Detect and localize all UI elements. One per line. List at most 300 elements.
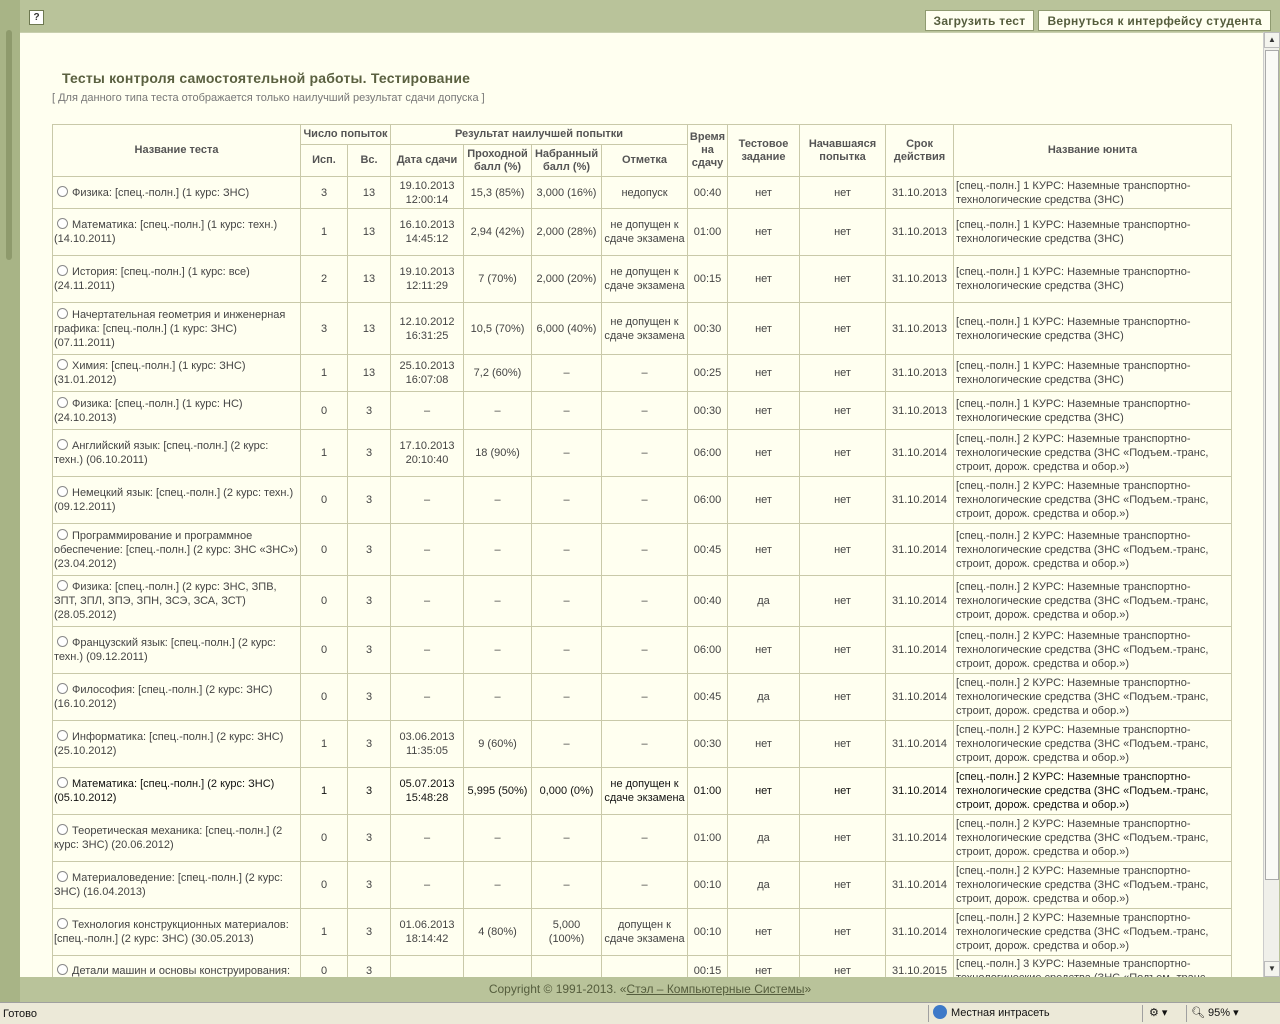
content-area	[20, 32, 1264, 977]
header-test-name: Название теста	[53, 125, 301, 177]
cell-total: 3	[348, 392, 391, 430]
test-name-label: Физика: [спец.-полн.] (1 курс: ЗНС)	[72, 186, 250, 199]
tests-table	[52, 124, 1232, 987]
cell-earned-score: –	[532, 392, 602, 430]
zone-label: Местная интрасеть	[951, 1007, 1050, 1019]
test-radio-button[interactable]	[57, 359, 68, 370]
cell-total: 3	[348, 956, 391, 987]
cell-test-task: да	[728, 815, 800, 862]
cell-test-name	[53, 430, 301, 477]
cell-pass-score: 2,94 (42%)	[464, 209, 532, 256]
cell-validity: 31.10.2014	[886, 576, 954, 627]
cell-test-name	[53, 209, 301, 256]
test-name-label: Математика: [спец.-полн.] (1 курс: техн.) (14.10.2011)	[54, 219, 278, 245]
cell-earned-score: 5,000 (100%)	[532, 909, 602, 956]
cell-pass-score: 5,995 (50%)	[464, 768, 532, 815]
cell-started-attempt: нет	[800, 815, 886, 862]
table-row	[53, 177, 1232, 209]
cell-test-name	[53, 392, 301, 430]
cell-time: 00:40	[688, 177, 728, 209]
cell-mark: недопуск	[602, 177, 688, 209]
test-radio-button[interactable]	[57, 439, 68, 450]
cell-unit-name: [спец.-полн.] 1 КУРС: Наземные транспортно-технологические средства (ЗНС)	[954, 177, 1232, 209]
help-button[interactable]: ?	[29, 10, 44, 25]
cell-test-task: нет	[728, 909, 800, 956]
test-radio-button[interactable]	[57, 730, 68, 741]
test-name-label: История: [спец.-полн.] (1 курс: все) (24.11.2011)	[54, 266, 250, 292]
cell-mark: не допущен к сдаче экзамена	[602, 303, 688, 355]
cell-pass-score: –	[464, 815, 532, 862]
cell-time: 00:30	[688, 721, 728, 768]
test-name-label: Технология конструкционных материалов: [спец.-полн.] (2 курс: ЗНС) (30.05.2013)	[54, 919, 289, 945]
cell-earned-score: –	[532, 721, 602, 768]
scrollbar-thumb[interactable]	[1265, 50, 1279, 880]
header-mark: Отметка	[602, 145, 688, 177]
cell-started-attempt: нет	[800, 721, 886, 768]
cell-used: 1	[301, 721, 348, 768]
back-to-student-button[interactable]: Вернуться к интерфейсу студента	[1038, 10, 1271, 31]
cell-unit-name: [спец.-полн.] 2 КУРС: Наземные транспортно-технологические средства (ЗНС «Подъем.-транс, строит, дорож. средства и обор.»)	[954, 674, 1232, 721]
header-attempts: Число попыток	[301, 125, 391, 145]
cell-time: 06:00	[688, 627, 728, 674]
header-date: Дата сдачи	[391, 145, 464, 177]
cell-mark: не допущен к сдаче экзамена	[602, 209, 688, 256]
cell-total: 13	[348, 209, 391, 256]
cell-test-task: нет	[728, 256, 800, 303]
test-radio-button[interactable]	[57, 265, 68, 276]
cell-earned-score: –	[532, 862, 602, 909]
cell-time: 00:10	[688, 909, 728, 956]
test-radio-button[interactable]	[57, 824, 68, 835]
test-radio-button[interactable]	[57, 397, 68, 408]
cell-validity: 31.10.2014	[886, 768, 954, 815]
cell-time: 00:25	[688, 355, 728, 392]
table-row	[53, 627, 1232, 674]
cell-validity: 31.10.2013	[886, 392, 954, 430]
header-test-task: Тестовое задание	[728, 125, 800, 177]
cell-unit-name: [спец.-полн.] 1 КУРС: Наземные транспортно-технологические средства (ЗНС)	[954, 209, 1232, 256]
test-name-label: Теоретическая механика: [спец.-полн.] (2 курс: ЗНС) (20.06.2012)	[54, 825, 283, 851]
cell-time: 00:30	[688, 392, 728, 430]
cell-used: 0	[301, 576, 348, 627]
cell-time: 00:40	[688, 576, 728, 627]
cell-earned-score: –	[532, 477, 602, 524]
table-row	[53, 355, 1232, 392]
cell-validity: 31.10.2015	[886, 956, 954, 987]
globe-icon	[933, 1005, 947, 1019]
cell-unit-name: [спец.-полн.] 3 КУРС: Наземные транспортно-	[954, 956, 1232, 987]
cell-started-attempt: нет	[800, 768, 886, 815]
cell-test-task: нет	[728, 430, 800, 477]
cell-started-attempt: нет	[800, 524, 886, 576]
test-name-label: Детали машин и основы конструирования:	[72, 965, 291, 977]
cell-pass-score: 4 (80%)	[464, 909, 532, 956]
cell-total: 3	[348, 430, 391, 477]
cell-time: 00:10	[688, 862, 728, 909]
cell-test-name	[53, 909, 301, 956]
cell-earned-score: –	[532, 524, 602, 576]
cell-test-task: да	[728, 674, 800, 721]
cell-test-task: нет	[728, 721, 800, 768]
test-radio-button[interactable]	[57, 918, 68, 929]
table-row	[53, 721, 1232, 768]
cell-date: 03.06.2013 11:35:05	[391, 721, 464, 768]
cell-started-attempt: нет	[800, 862, 886, 909]
cell-earned-score: 2,000 (28%)	[532, 209, 602, 256]
cell-date: 01.06.2013 18:14:42	[391, 909, 464, 956]
cell-earned-score: –	[532, 430, 602, 477]
cell-mark: –	[602, 815, 688, 862]
cell-total: 3	[348, 721, 391, 768]
cell-date: –	[391, 815, 464, 862]
cell-date: –	[391, 862, 464, 909]
test-radio-button[interactable]	[57, 580, 68, 591]
cell-total: 3	[348, 768, 391, 815]
cell-date: 19.10.2013 12:00:14	[391, 177, 464, 209]
test-name-label: Физика: [спец.-полн.] (2 курс: ЗНС, ЗПВ, ЗПТ, ЗПЛ, ЗПЭ, ЗПН, ЗСЭ, ЗСА, ЗСТ) (28.05.2012)	[54, 581, 277, 621]
test-radio-button[interactable]	[57, 683, 68, 694]
cell-started-attempt: нет	[800, 627, 886, 674]
page-note: [ Для данного типа теста отображается только наилучший результат сдачи допуска ]	[52, 92, 485, 104]
cell-test-name	[53, 768, 301, 815]
cell-unit-name: [спец.-полн.] 2 КУРС: Наземные транспортно-технологические средства (ЗНС «Подъем.-транс, строит, дорож. средства и обор.»)	[954, 576, 1232, 627]
cell-validity: 31.10.2014	[886, 815, 954, 862]
cell-total: 3	[348, 576, 391, 627]
table-row	[53, 674, 1232, 721]
test-radio-button[interactable]	[57, 964, 68, 975]
cell-unit-name: [спец.-полн.] 2 КУРС: Наземные транспортно-технологические средства (ЗНС «Подъем.-транс, строит, дорож. средства и обор.»)	[954, 815, 1232, 862]
cell-date: 25.10.2013 16:07:08	[391, 355, 464, 392]
cell-pass-score: 18 (90%)	[464, 430, 532, 477]
cell-test-name	[53, 303, 301, 355]
test-name-label: Программирование и программное обеспечение: [спец.-полн.] (2 курс: ЗНС «ЗНС») (23.04.2012)	[54, 529, 298, 570]
cell-started-attempt: нет	[800, 303, 886, 355]
cell-validity: 31.10.2013	[886, 177, 954, 209]
cell-date: 12.10.2012 16:31:25	[391, 303, 464, 355]
cell-pass-score: –	[464, 862, 532, 909]
cell-mark: –	[602, 576, 688, 627]
footer-copyright: Copyright © 1991-2013. «	[488, 982, 627, 996]
table-row	[53, 430, 1232, 477]
cell-test-task: нет	[728, 209, 800, 256]
cell-date: 16.10.2013 14:45:12	[391, 209, 464, 256]
cell-earned-score: 0,000 (0%)	[532, 768, 602, 815]
cell-time: 01:00	[688, 209, 728, 256]
cell-test-name	[53, 177, 301, 209]
cell-mark: –	[602, 862, 688, 909]
cell-total: 3	[348, 627, 391, 674]
zoom-dropdown-icon[interactable]: ▾	[1233, 1007, 1239, 1019]
cell-pass-score: 7,2 (60%)	[464, 355, 532, 392]
cell-time: 06:00	[688, 477, 728, 524]
cell-test-task: да	[728, 576, 800, 627]
cell-validity: 31.10.2013	[886, 209, 954, 256]
footer-end: »	[804, 982, 812, 996]
cell-started-attempt: нет	[800, 355, 886, 392]
table-row	[53, 524, 1232, 576]
cell-used: 0	[301, 524, 348, 576]
cell-mark: –	[602, 674, 688, 721]
cell-total: 3	[348, 909, 391, 956]
cell-mark: не допущен к сдаче экзамена	[602, 768, 688, 815]
cell-used: 0	[301, 815, 348, 862]
cell-date: –	[391, 477, 464, 524]
protected-mode[interactable]	[1142, 1005, 1184, 1022]
cell-test-name	[53, 477, 301, 524]
test-radio-button[interactable]	[57, 218, 68, 229]
cell-date: –	[391, 627, 464, 674]
scroll-up-arrow-icon[interactable]: ▲	[1264, 32, 1280, 48]
cell-pass-score: 7 (70%)	[464, 256, 532, 303]
cell-started-attempt: нет	[800, 430, 886, 477]
cell-earned-score: 3,000 (16%)	[532, 177, 602, 209]
cell-test-name	[53, 815, 301, 862]
status-bar	[0, 1002, 1280, 1024]
test-name-label: Физика: [спец.-полн.] (1 курс: НС) (24.10.2013)	[54, 397, 243, 424]
cell-pass-score: –	[464, 392, 532, 430]
zoom-level: 95%	[1208, 1007, 1231, 1019]
cell-started-attempt: нет	[800, 909, 886, 956]
cell-test-name	[53, 524, 301, 576]
test-radio-button[interactable]	[57, 636, 68, 647]
test-name-label: Математика: [спец.-полн.] (2 курс: ЗНС) (05.10.2012)	[54, 778, 275, 804]
cell-total: 3	[348, 674, 391, 721]
cell-validity: 31.10.2014	[886, 674, 954, 721]
cell-started-attempt: нет	[800, 576, 886, 627]
cell-validity: 31.10.2013	[886, 355, 954, 392]
cell-test-task: нет	[728, 627, 800, 674]
cell-started-attempt: нет	[800, 956, 886, 987]
cell-test-name	[53, 627, 301, 674]
cell-unit-name: [спец.-полн.] 2 КУРС: Наземные транспортно-технологические средства (ЗНС «Подъем.-транс, строит, дорож. средства и обор.»)	[954, 721, 1232, 768]
cell-mark: –	[602, 430, 688, 477]
cell-test-task: нет	[728, 355, 800, 392]
header-used: Исп.	[301, 145, 348, 177]
test-name-label: Материаловедение: [спец.-полн.] (2 курс: ЗНС) (16.04.2013)	[54, 872, 283, 898]
header-time: Время на сдачу	[688, 125, 728, 177]
cell-mark: –	[602, 355, 688, 392]
cell-started-attempt: нет	[800, 392, 886, 430]
cell-mark: не допущен к сдаче экзамена	[602, 256, 688, 303]
left-scrollbar-thumb[interactable]	[6, 30, 12, 260]
cell-validity: 31.10.2014	[886, 909, 954, 956]
cell-test-task: нет	[728, 392, 800, 430]
cell-test-task: да	[728, 862, 800, 909]
cell-started-attempt: нет	[800, 477, 886, 524]
cell-used: 3	[301, 177, 348, 209]
table-row	[53, 576, 1232, 627]
cell-date: 05.07.2013 15:48:28	[391, 768, 464, 815]
table-row	[53, 209, 1232, 256]
cell-unit-name: [спец.-полн.] 2 КУРС: Наземные транспортно-технологические средства (ЗНС «Подъем.-транс, строит, дорож. средства и обор.»)	[954, 768, 1232, 815]
header-unit-name: Название юнита	[954, 125, 1232, 177]
table-row	[53, 477, 1232, 524]
test-name-label: Химия: [спец.-полн.] (1 курс: ЗНС) (31.01.2012)	[54, 360, 246, 386]
cell-time: 00:15	[688, 956, 728, 987]
cell-total: 3	[348, 524, 391, 576]
cell-unit-name: [спец.-полн.] 1 КУРС: Наземные транспортно-технологические средства (ЗНС)	[954, 355, 1232, 392]
header-pass-score: Проходной балл (%)	[464, 145, 532, 177]
header-earned-score: Набранный балл (%)	[532, 145, 602, 177]
cell-total: 3	[348, 477, 391, 524]
footer-company-link[interactable]: Стэл – Компьютерные Системы	[626, 982, 805, 996]
cell-date: 17.10.2013 20:10:40	[391, 430, 464, 477]
header-best-result: Результат наилучшей попытки	[391, 125, 688, 145]
cell-pass-score: –	[464, 674, 532, 721]
cell-validity: 31.10.2014	[886, 862, 954, 909]
cell-used: 1	[301, 209, 348, 256]
table-row	[53, 303, 1232, 355]
cell-time: 01:00	[688, 815, 728, 862]
cell-mark: –	[602, 477, 688, 524]
test-radio-button[interactable]	[57, 186, 68, 197]
cell-started-attempt: нет	[800, 256, 886, 303]
cell-earned-score: –	[532, 355, 602, 392]
cell-time: 00:30	[688, 303, 728, 355]
table-row	[53, 256, 1232, 303]
cell-total: 3	[348, 862, 391, 909]
cell-total: 13	[348, 177, 391, 209]
cell-pass-score: 9 (60%)	[464, 721, 532, 768]
cell-test-name	[53, 576, 301, 627]
page-title: Тесты контроля самостоятельной работы. Тестирование	[62, 70, 471, 86]
cell-test-name	[53, 721, 301, 768]
header-validity: Срок действия	[886, 125, 954, 177]
cell-used: 1	[301, 430, 348, 477]
cell-started-attempt: нет	[800, 209, 886, 256]
cell-unit-name: [спец.-полн.] 1 КУРС: Наземные транспортно-технологические средства (ЗНС)	[954, 303, 1232, 355]
cell-validity: 31.10.2014	[886, 477, 954, 524]
header-total: Вс.	[348, 145, 391, 177]
cell-used: 0	[301, 477, 348, 524]
load-test-button[interactable]: Загрузить тест	[925, 10, 1035, 31]
cell-time: 00:45	[688, 524, 728, 576]
cell-pass-score: 15,3 (85%)	[464, 177, 532, 209]
cell-unit-name: [спец.-полн.] 2 КУРС: Наземные транспортно-технологические средства (ЗНС «Подъем.-транс, строит, дорож. средства и обор.»)	[954, 524, 1232, 576]
left-scrollbar[interactable]	[0, 0, 20, 1002]
cell-unit-name: [спец.-полн.] 1 КУРС: Наземные транспортно-технологические средства (ЗНС)	[954, 392, 1232, 430]
cell-pass-score: –	[464, 524, 532, 576]
cell-date: –	[391, 524, 464, 576]
cell-used: 1	[301, 909, 348, 956]
test-radio-button[interactable]	[57, 529, 68, 540]
cell-used: 0	[301, 392, 348, 430]
cell-validity: 31.10.2014	[886, 721, 954, 768]
cell-started-attempt: нет	[800, 674, 886, 721]
cell-time: 01:00	[688, 768, 728, 815]
cell-used: 1	[301, 355, 348, 392]
cell-mark: –	[602, 392, 688, 430]
protected-mode-icon: ⚙ ▾	[1149, 1007, 1168, 1019]
cell-date: –	[391, 392, 464, 430]
cell-unit-name: [спец.-полн.] 2 КУРС: Наземные транспортно-технологические средства (ЗНС «Подъем.-транс, строит, дорож. средства и обор.»)	[954, 627, 1232, 674]
cell-mark: –	[602, 627, 688, 674]
cell-pass-score: –	[464, 576, 532, 627]
test-name-label: Немецкий язык: [спец.-полн.] (2 курс: техн.) (09.12.2011)	[54, 487, 294, 513]
cell-date: 19.10.2013 12:11:29	[391, 256, 464, 303]
cell-test-task: нет	[728, 524, 800, 576]
cell-mark: –	[602, 524, 688, 576]
cell-used: 3	[301, 303, 348, 355]
header-started-attempt: Начавшаяся попытка	[800, 125, 886, 177]
cell-time: 00:15	[688, 256, 728, 303]
cell-unit-name: [спец.-полн.] 2 КУРС: Наземные транспортно-технологические средства (ЗНС «Подъем.-транс, строит, дорож. средства и обор.»)	[954, 477, 1232, 524]
cell-unit-name: [спец.-полн.] 2 КУРС: Наземные транспортно-технологические средства (ЗНС «Подъем.-транс, строит, дорож. средства и обор.»)	[954, 909, 1232, 956]
cell-total: 13	[348, 303, 391, 355]
table-row	[53, 909, 1232, 956]
cell-earned-score: –	[532, 627, 602, 674]
test-radio-button[interactable]	[57, 308, 68, 319]
test-radio-button[interactable]	[57, 871, 68, 882]
cell-time: 00:45	[688, 674, 728, 721]
cell-used: 0	[301, 674, 348, 721]
cell-earned-score: –	[532, 674, 602, 721]
cell-earned-score: –	[532, 815, 602, 862]
test-name-label: Информатика: [спец.-полн.] (2 курс: ЗНС) (25.10.2012)	[54, 731, 284, 757]
cell-unit-name: [спец.-полн.] 2 КУРС: Наземные транспортно-технологические средства (ЗНС «Подъем.-транс, строит, дорож. средства и обор.»)	[954, 862, 1232, 909]
cell-used: 0	[301, 956, 348, 987]
cell-test-task: нет	[728, 477, 800, 524]
cell-test-task: нет	[728, 768, 800, 815]
cell-test-task: нет	[728, 303, 800, 355]
cell-used: 2	[301, 256, 348, 303]
cell-test-name	[53, 862, 301, 909]
cell-date: –	[391, 576, 464, 627]
cell-date: –	[391, 674, 464, 721]
cell-validity: 31.10.2014	[886, 524, 954, 576]
cell-earned-score: 2,000 (20%)	[532, 256, 602, 303]
footer	[20, 977, 1280, 1002]
cell-total: 13	[348, 355, 391, 392]
cell-validity: 31.10.2014	[886, 430, 954, 477]
cell-validity: 31.10.2013	[886, 256, 954, 303]
tests-table-body	[53, 177, 1232, 987]
zoom-icon: 🔍︎	[1191, 1007, 1209, 1019]
top-toolbar	[925, 10, 1272, 31]
test-radio-button[interactable]	[57, 777, 68, 788]
cell-used: 0	[301, 862, 348, 909]
cell-pass-score: –	[464, 477, 532, 524]
cell-test-task: нет	[728, 177, 800, 209]
cell-used: 1	[301, 768, 348, 815]
cell-total: 13	[348, 256, 391, 303]
test-radio-button[interactable]	[57, 486, 68, 497]
test-name-label: Французский язык: [спец.-полн.] (2 курс: техн.) (09.12.2011)	[54, 637, 276, 663]
cell-test-name	[53, 256, 301, 303]
cell-unit-name: [спец.-полн.] 1 КУРС: Наземные транспортно-технологические средства (ЗНС)	[954, 256, 1232, 303]
cell-validity: 31.10.2014	[886, 627, 954, 674]
table-row	[53, 815, 1232, 862]
cell-test-name	[53, 674, 301, 721]
table-row	[53, 768, 1232, 815]
cell-validity: 31.10.2013	[886, 303, 954, 355]
cell-time: 06:00	[688, 430, 728, 477]
cell-mark: –	[602, 721, 688, 768]
cell-mark: допущен к сдаче экзамена	[602, 909, 688, 956]
cell-test-name	[53, 355, 301, 392]
scroll-down-arrow-icon[interactable]: ▼	[1264, 961, 1280, 977]
test-name-label: Начертательная геометрия и инженерная графика: [спец.-полн.] (1 курс: ЗНС) (07.11.2011)	[54, 308, 286, 349]
cell-earned-score: 6,000 (40%)	[532, 303, 602, 355]
vertical-scrollbar[interactable]	[1263, 32, 1279, 977]
security-zone	[928, 1005, 1138, 1022]
cell-total: 3	[348, 815, 391, 862]
cell-unit-name: [спец.-полн.] 2 КУРС: Наземные транспортно-технологические средства (ЗНС «Подъем.-транс, строит, дорож. средства и обор.»)	[954, 430, 1232, 477]
table-row	[53, 862, 1232, 909]
zoom-control[interactable]	[1186, 1005, 1276, 1022]
cell-started-attempt: нет	[800, 177, 886, 209]
cell-used: 0	[301, 627, 348, 674]
